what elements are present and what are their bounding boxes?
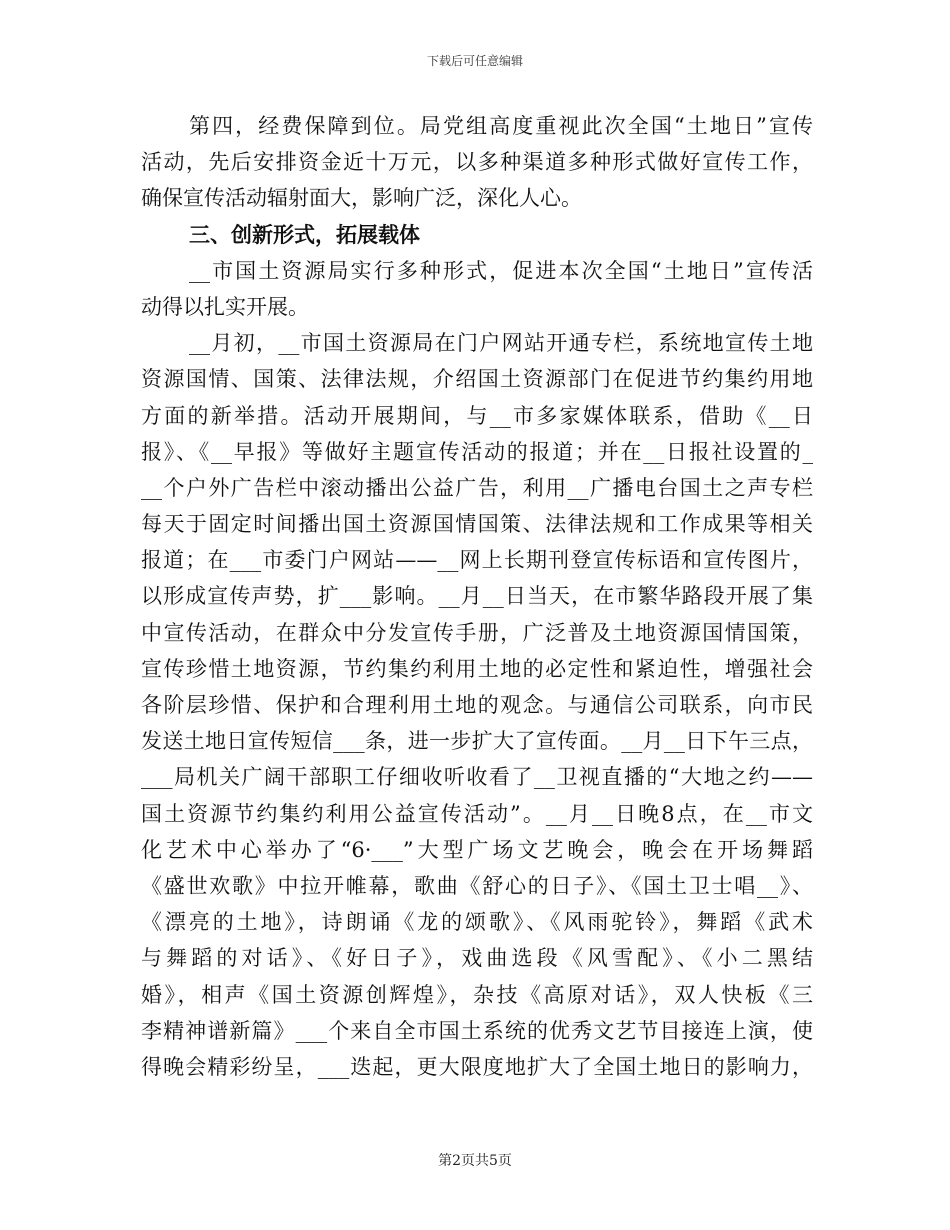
paragraph-line: 与舞蹈的对话》、《好日子》，戏曲选段《风雪配》、《小二黑结 xyxy=(141,946,813,971)
paragraph-line: __月初，__市国土资源局在门户网站开通专栏，系统地宣传土地 xyxy=(189,331,813,356)
paragraph-line: 第四，经费保障到位。局党组高度重视此次全国“土地日”宣传 xyxy=(189,114,813,138)
paragraph-line: 确保宣传活动辐射面大，影响广泛，深化人心。 xyxy=(141,186,582,211)
paragraph-line: 李精神谱新篇》___个来自全市国土系统的优秀文艺节目接连上演，使 xyxy=(141,1018,813,1043)
paragraph-line: 以形成宣传声势，扩___影响。__月__日当天，在市繁华路段开展了集 xyxy=(141,584,813,609)
paragraph-line: __市国土资源局实行多种形式，促进本次全国“土地日”宣传活 xyxy=(189,258,813,283)
paragraph-line: 活动，先后安排资金近十万元，以多种渠道多种形式做好宣传工作， xyxy=(141,150,813,175)
paragraph-line: 国土资源节约集约利用公益宣传活动”。__月__日晚8点，在__市文 xyxy=(141,801,813,826)
paragraph-line: 《漂亮的土地》，诗朗诵《龙的颂歌》、《风雨驼铃》，舞蹈《武术 xyxy=(141,910,813,935)
section-heading: 三、创新形式，拓展载体 xyxy=(189,221,420,247)
paragraph-line: 发送土地日宣传短信___条，进一步扩大了宣传面。__月__日下午三点， xyxy=(141,729,813,754)
paragraph-line: 报道；在___市委门户网站——__网上长期刊登宣传标语和宣传图片， xyxy=(141,548,813,573)
paragraph-line: 每天于固定时间播出国土资源国情国策、法律法规和工作成果等相关 xyxy=(141,512,813,537)
paragraph-line: 婚》，相声《国土资源创辉煌》，杂技《高原对话》，双人快板《三 xyxy=(141,982,813,1007)
document-body xyxy=(141,108,813,1085)
paragraph-line: __个户外广告栏中滚动播出公益广告，利用__广播电台国土之声专栏 xyxy=(141,475,813,500)
paragraph-line: 资源国情、国策、法律法规，介绍国土资源部门在促进节约集约用地 xyxy=(141,367,813,392)
paragraph-line: 化艺术中心举办了“6·___”大型广场文艺晚会，晚会在开场舞蹈 xyxy=(141,837,813,862)
page-header-note: 下载后可任意编辑 xyxy=(426,54,523,68)
paragraph-line: 动得以扎实开展。 xyxy=(141,294,309,319)
paragraph-line: 宣传珍惜土地资源，节约集约利用土地的必定性和紧迫性，增强社会 xyxy=(141,656,813,681)
paragraph-line: 《盛世欢歌》中拉开帷幕，歌曲《舒心的日子》、《国土卫士唱__》、 xyxy=(141,873,813,898)
paragraph-line: 报》、《__早报》等做好主题宣传活动的报道；并在__日报社设置的_ xyxy=(141,439,813,464)
paragraph-line: 各阶层珍惜、保护和合理利用土地的观念。与通信公司联系，向市民 xyxy=(141,693,813,717)
paragraph-line: 中宣传活动，在群众中分发宣传手册，广泛普及土地资源国情国策， xyxy=(141,620,813,645)
page-number: 第2页共5页 xyxy=(438,1153,512,1169)
paragraph-line: 得晚会精彩纷呈，___迭起，更大限度地扩大了全国土地日的影响力， xyxy=(141,1054,813,1079)
paragraph-line: ___局机关广阔干部职工仔细收听收看了__卫视直播的“大地之约—— xyxy=(141,765,813,790)
paragraph-line: 方面的新举措。活动开展期间，与__市多家媒体联系，借助《__日 xyxy=(141,403,813,428)
